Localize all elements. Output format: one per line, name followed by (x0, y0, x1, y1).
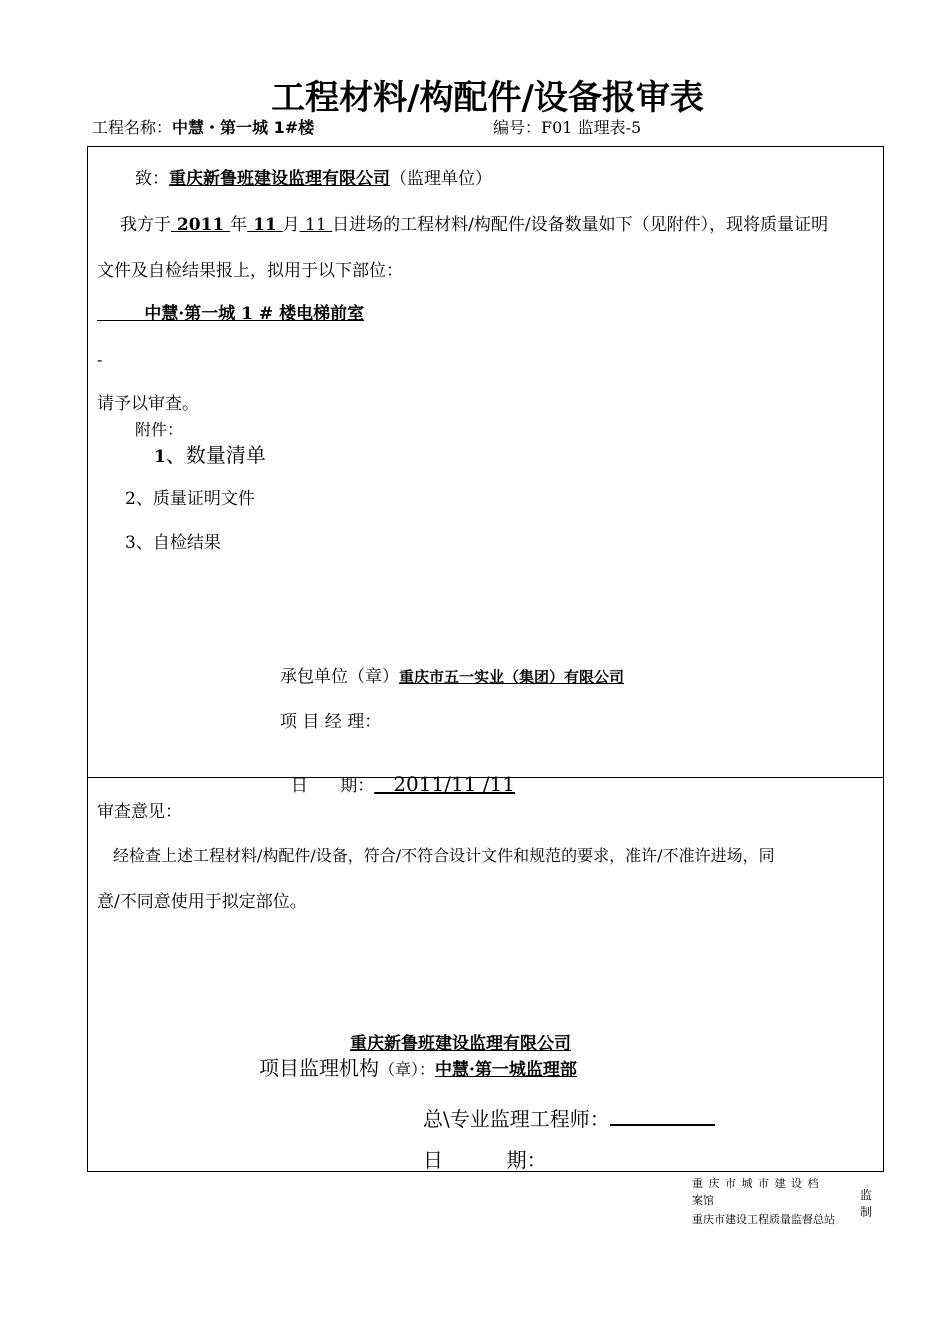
submission-date-line (280, 751, 515, 796)
contractor-label: 承包单位（章） (280, 667, 399, 687)
supervision-org-stamp: （章）： (379, 1060, 436, 1079)
supervisor-company: 重庆新鲁班建设监理有限公司 (169, 169, 390, 189)
form-code (493, 115, 641, 138)
submission-date-value: 2011/11 /11 (374, 772, 515, 796)
contractor-line (280, 662, 624, 687)
supervision-station: 重庆市建设工程质量监督总站 (692, 1213, 835, 1226)
request-text: 请予以审查。 (97, 394, 199, 414)
supervision-org-line (259, 1052, 577, 1081)
engineer-signature-blank (610, 1110, 715, 1126)
intro-prefix: 我方于 (120, 215, 171, 235)
supervisor-suffix: （监理单位） (390, 169, 492, 189)
form-code-label: 编号： (493, 118, 542, 137)
project-manager-line: 项 目 经 理： (280, 712, 382, 732)
contractor-name: 重庆市五一实业（集团）有限公司 (399, 668, 625, 686)
attachments-label: 附件： (135, 420, 184, 439)
intro-rest: 日进场的工程材料/构配件/设备数量如下（见附件），现将质量证明 (332, 215, 829, 235)
project-name-row (92, 115, 314, 138)
entry-year: 2011 (171, 215, 231, 235)
project-name-label: 工程名称： (92, 118, 173, 137)
attachment-1 (154, 439, 266, 468)
addressee-line (135, 164, 492, 189)
usage-location: 中慧·第一城 1 # 楼电梯前室 (97, 304, 365, 324)
intro-line-2: 文件及自检结果报上，拟用于以下部位： (97, 261, 403, 281)
review-company: 重庆新鲁班建设监理有限公司 (350, 1034, 571, 1054)
intro-line-1 (120, 210, 828, 235)
engineer-label: 总\专业监理工程师： (423, 1107, 610, 1131)
review-opinion-line-2: 意/不同意使用于拟定部位。 (97, 892, 307, 912)
review-opinion-label: 审查意见： (97, 802, 182, 822)
engineer-line (423, 1103, 715, 1132)
review-date-line: 日 期： (423, 1148, 547, 1172)
archive-line-2: 案馆 (692, 1194, 714, 1207)
dash-mark: - (97, 350, 103, 369)
attachment-1-text: 、数量清单 (165, 443, 266, 467)
archive-line-1: 重 庆 市 城 市 建 设 档 (692, 1177, 820, 1190)
side-char-2: 制 (860, 1205, 873, 1219)
attachment-2: 2、质量证明文件 (125, 489, 255, 509)
attachment-1-number: 1 (154, 447, 166, 467)
year-unit: 年 (230, 215, 248, 235)
submission-date-label: 日 期： (290, 776, 375, 796)
review-opinion-line-1: 经检查上述工程材料/构配件/设备，符合/不符合设计文件和规范的要求，准许/不准许进场，同 (113, 846, 775, 865)
attachment-3: 3、自检结果 (125, 533, 221, 553)
entry-day: 11 (299, 215, 333, 235)
supervision-org-name: 中慧·第一城监理部 (435, 1060, 577, 1080)
project-name-value: 中慧・第一城 1#楼 (172, 118, 315, 137)
supervision-org-label: 项目监理机构 (259, 1056, 379, 1080)
entry-month: 11 (247, 215, 283, 235)
form-title: 工程材料/构配件/设备报审表 (271, 78, 704, 118)
month-unit: 月 (282, 215, 300, 235)
form-code-value: F01 监理表-5 (541, 118, 642, 137)
to-label: 致： (135, 169, 169, 189)
side-char-1: 监 (860, 1188, 873, 1202)
